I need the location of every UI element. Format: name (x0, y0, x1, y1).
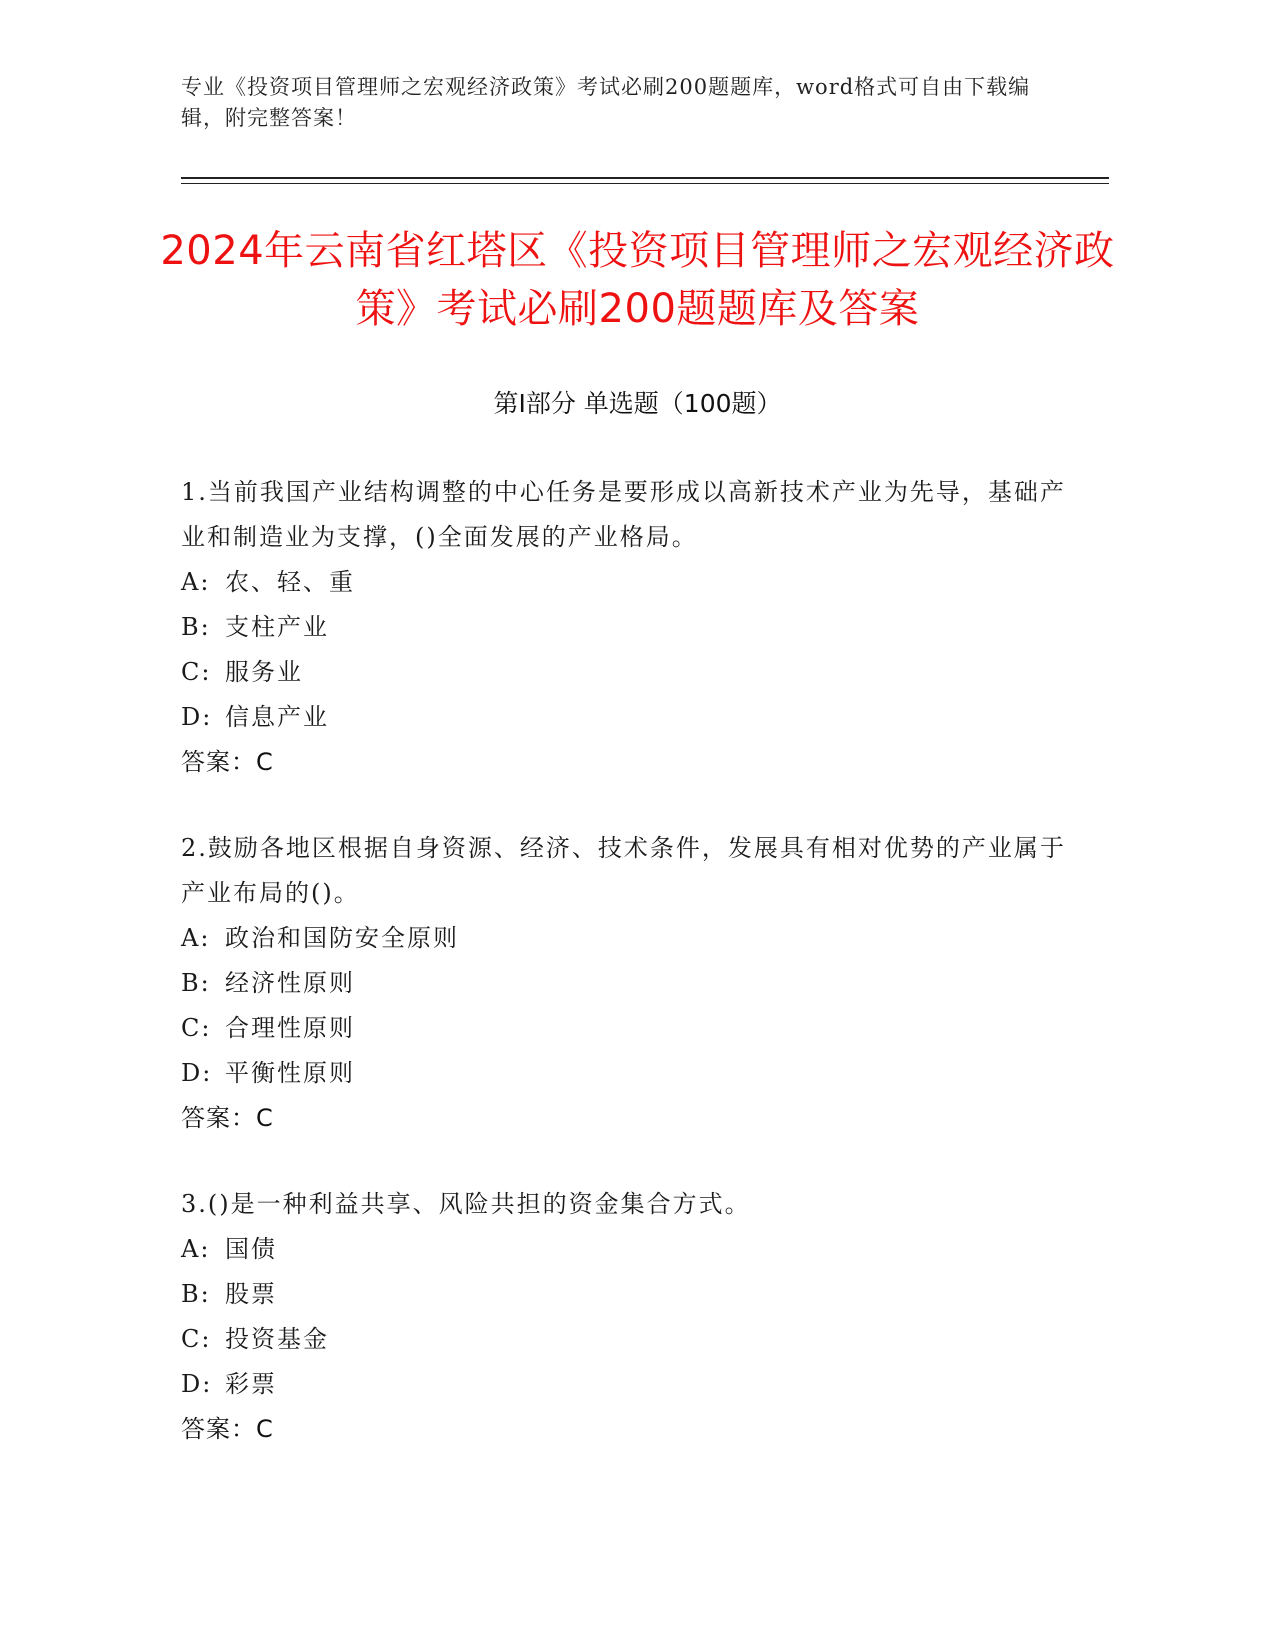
option-letter: C: (181, 1014, 212, 1042)
option-b (181, 605, 1081, 650)
question-stem: 3.()是一种利益共享、风险共担的资金集合方式。 (181, 1190, 751, 1218)
question-2 (181, 826, 1081, 1141)
option-text: 政治和国防安全原则 (225, 924, 459, 952)
question-list (181, 470, 1081, 1493)
option-letter: D: (181, 1370, 213, 1398)
option-b (181, 1272, 1081, 1317)
option-b (181, 961, 1081, 1006)
option-text: 经济性原则 (225, 969, 355, 997)
option-text: 信息产业 (225, 703, 329, 731)
option-text: 农、轻、重 (225, 568, 355, 596)
option-letter: D: (181, 703, 213, 731)
option-text: 支柱产业 (225, 613, 329, 641)
question-1 (181, 470, 1081, 785)
option-letter: B: (181, 969, 211, 997)
option-text: 服务业 (225, 658, 303, 686)
option-text: 国债 (225, 1235, 277, 1263)
question-stem: 2.鼓励各地区根据自身资源、经济、技术条件，发展具有相对优势的产业属于产业布局的()。 (181, 834, 1066, 907)
answer-line: 答案：C (181, 1104, 274, 1132)
option-text: 平衡性原则 (225, 1059, 355, 1087)
option-letter: B: (181, 1280, 211, 1308)
question-3 (181, 1182, 1081, 1452)
option-letter: C: (181, 658, 212, 686)
option-text: 股票 (225, 1280, 277, 1308)
option-a (181, 1227, 1081, 1272)
option-text: 彩票 (225, 1370, 277, 1398)
option-a (181, 560, 1081, 605)
option-letter: D: (181, 1059, 213, 1087)
option-letter: A: (181, 1235, 211, 1263)
option-d (181, 1051, 1081, 1096)
header-divider-thin (181, 183, 1109, 184)
answer-line: 答案：C (181, 1415, 274, 1443)
header-note: 专业《投资项目管理师之宏观经济政策》考试必刷200题题库，word格式可自由下载编辑，附完整答案！ (181, 75, 1031, 130)
question-stem: 1.当前我国产业结构调整的中心任务是要形成以高新技术产业为先导，基础产业和制造业为支撑，()全面发展的产业格局。 (181, 478, 1066, 551)
option-text: 投资基金 (225, 1325, 329, 1353)
option-d (181, 1362, 1081, 1407)
option-letter: A: (181, 568, 211, 596)
option-letter: B: (181, 613, 211, 641)
option-c (181, 1317, 1081, 1362)
option-a (181, 916, 1081, 961)
option-letter: C: (181, 1325, 212, 1353)
section-title: 第Ⅰ部分 单选题（100题） (493, 389, 782, 418)
option-text: 合理性原则 (225, 1014, 355, 1042)
option-letter: A: (181, 924, 211, 952)
header-divider-thick (181, 177, 1109, 179)
option-d (181, 695, 1081, 740)
document-title: 2024年云南省红塔区《投资项目管理师之宏观经济政策》考试必刷200题题库及答案 (160, 228, 1115, 332)
answer-line: 答案：C (181, 748, 274, 776)
option-c (181, 650, 1081, 695)
option-c (181, 1006, 1081, 1051)
